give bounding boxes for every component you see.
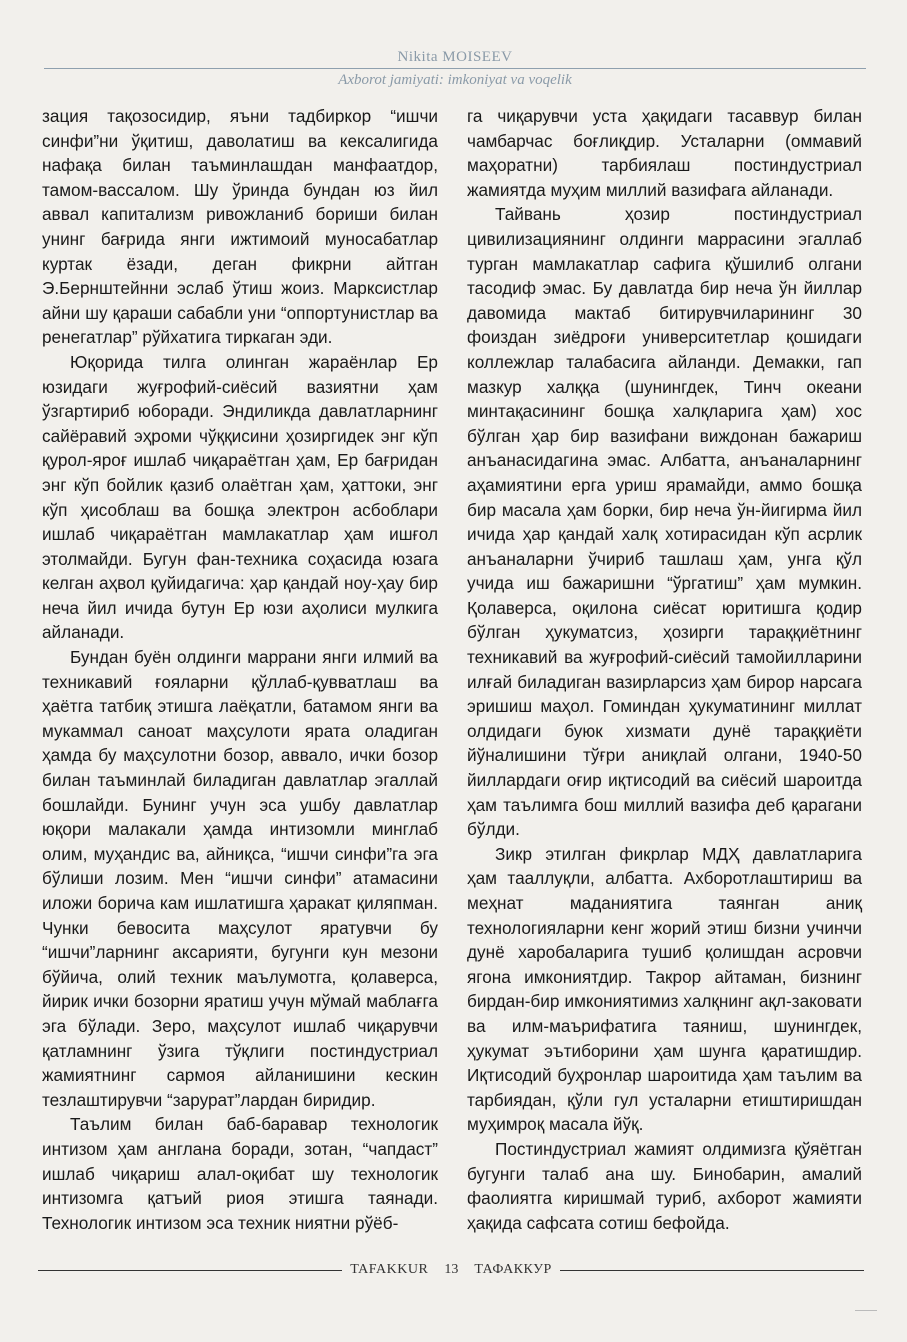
header-subtitle: Axborot jamiyati: imkoniyat va voqelik [338,72,572,88]
paragraph: Юқорида тилга олинган жараёнлар Ер юзидаги жуғрофий-сиёсий вазиятни ҳам ўзгартириб юборади. Эндиликда давлатларнинг сайёравий эҳроми чўққисини ҳозиргидек энг кўп қурол-яроғ ишлаб чиқараётган ҳам, Ер бағридан энг кўп бойлик қазиб олаётган ҳам, ҳаттоки, энг кўп ҳисоблаш ва бошқа электрон асбоблари ишлаб чиқараётган мамлакатлар ҳам ишғол этолмайди. Бугун фан-техника соҳасида юзага келган аҳвол қуйидагича: ҳар қандай ноу-ҳау бир неча йил ичида бутун Ер юзи аҳолиси мулкига айланади. [42,351,438,643]
paragraph: Постиндустриал жамият олдимизга қўяётган бугунги талаб ана шу. Бинобарин, амалий фаолиятга киришмай туриб, ахборот жамияти ҳақида сафсата сотиш бефойда. [467,1138,862,1233]
page-corner-mark [855,1310,877,1311]
paragraph: зация тақозосидир, яъни тадбиркор “ишчи синфи”ни ўқитиш, даволатиш ва кексалигида нафақа билан таъминлашдан манфаатдор, тамом-вассалом. Шу ўринда бундан юз йил аввал капитализм ривожланиб бориши билан унинг бағрида янги ижтимоий муносабатлар куртак ёзади, деган фикрни айтган Э.Бернштейнни эслаб ўтиш жоиз. Марксистлар айни шу қараши сабабли уни “оппортунистлар ва ренегатлар” рўйхатига тиркаган эди. [42,106,438,348]
right-column [467,104,862,1235]
page-footer [38,1262,864,1278]
paragraph: Бундан буён олдинги маррани янги илмий ва техникавий ғояларни қўллаб-қувватлаш ва ҳаётга татбиқ этишга лаёқатли, батамом янги ва мукаммал саноат маҳсулоти ярата оладиган ҳамда бу маҳсулотни бозор, аввало, ички бозор билан таъминлай биладиган давлатлар эгаллай бошлайди. Бунинг учун эса ушбу давлатлар юқори малакали ҳамда интизомли минглаб олим, муҳандис ва, айниқса, “ишчи синфи”га эга бўлиши лозим. Мен “ишчи синфи” атамасини иложи борича кам ишлатишга ҳаракат қиляпман. Чунки бевосита маҳсулот яратувчи бу “ишчи”ларнинг аксарияти, бугунги кун мезони бўйича, олий техник маълумотга, қолаверса, йирик ички бозорни яратиш учун мўмай маблағга эга бўлади. Зеро, маҳсулот ишлаб чиқарувчи қатламнинг ўзига тўқлиги постиндустриал жамиятнинг сармоя айланишини кескин тезлаштирувчи “зарурат”лардан биридир. [42,647,438,1110]
paragraph: га чиқарувчи уста ҳақидаги тасаввур билан чамбарчас боғлиқдир. Усталарни (оммавий маҳоратни) тарбиялаш постиндустриал жамиятда муҳим миллий вазифага айланади. [467,106,862,200]
footer-rule-right [560,1270,864,1271]
footer-title-latin: TAFAKKUR [350,1262,429,1277]
page-number: 13 [444,1262,459,1277]
footer-rule-left [38,1270,342,1271]
footer-title-cyrillic: ТАФАККУР [474,1262,552,1277]
paragraph: Тайвань ҳозир постиндустриал цивилизациянинг олдинги маррасини эгаллаб турган мамлакатлар сафига қўшилиб олгани тасодиф эмас. Бу давлатда бир неча ўн йиллар давомида мактаб битирувчиларининг 30 фоиздан зиёдроғи университетлар қошидаги коллежлар талабасига айланди. Демакки, гап мазкур халққа (шунингдек, Тинч океани минтақасининг бошқа халқларига ҳам) хос бўлган ҳар бир вазифани виждонан бажариш анъанасидагина эмас. Албатта, анъаналарнинг аҳамиятини ерга уриш ярамайди, аммо бошқа бир масала ҳам борки, бир неча ўн-йигирма йил ичида ҳар қандай халқ хотирасидан кўп асрлик анъаналарни ўчириб ташлаш ҳам, унга қўл учида иш бажаришни “ўргатиш” ҳам мумкин. Қолаверса, оқилона сиёсат юритишга қодир бўлган ҳукуматсиз, ҳозирги тараққиётнинг техникавий ва жуғрофий-сиёсий тамойилларини илғай биладиган вазирларсиз ҳам бирор нарсага эришиш маҳол. Гоминдан ҳукуматининг миллат олдидаги буюк хизмати дунё тараққиёти йўналишини тўғри аниқлай олгани, 1940-50 йиллардаги оғир иқтисодий ва сиёсий шароитда ҳам таълимга бош миллий вазифа деб қарагани бўлди. [467,204,862,840]
header-divider [44,68,866,69]
left-column [42,104,438,1235]
header-author: Nikita MOISEEV [397,49,513,65]
paragraph: Таълим билан баб-баравар технологик интизом ҳам англана боради, зотан, “чапдаст” ишлаб чиқариш алал-оқибат шу технологик интизомга қатъий риоя этишга таянади. Технологик интизом эса техник ниятни рўёб- [42,1114,438,1233]
paragraph: Зикр этилган фикрлар МДҲ давлатларига ҳам тааллуқли, албатта. Ахборотлаштириш ва меҳнат маданиятига таянган аниқ технологияларни кенг жорий этиш бизни учинчи дунё харобаларига тушиб қолишдан асровчи ягона имкониятдир. Такрор айтаман, бизнинг бирдан-бир имкониятимиз халқнинг ақл-заковати ва илм-маърифатига таяниш, шунингдек, ҳукумат эътиборини ҳам шунга қаратишдир. Иқтисодий буҳронлар шароитида ҳам таълим ва тарбиядан, қўли гул усталарни етиштиришдан муҳимроқ масала йўқ. [467,843,862,1135]
page-header [44,48,866,89]
